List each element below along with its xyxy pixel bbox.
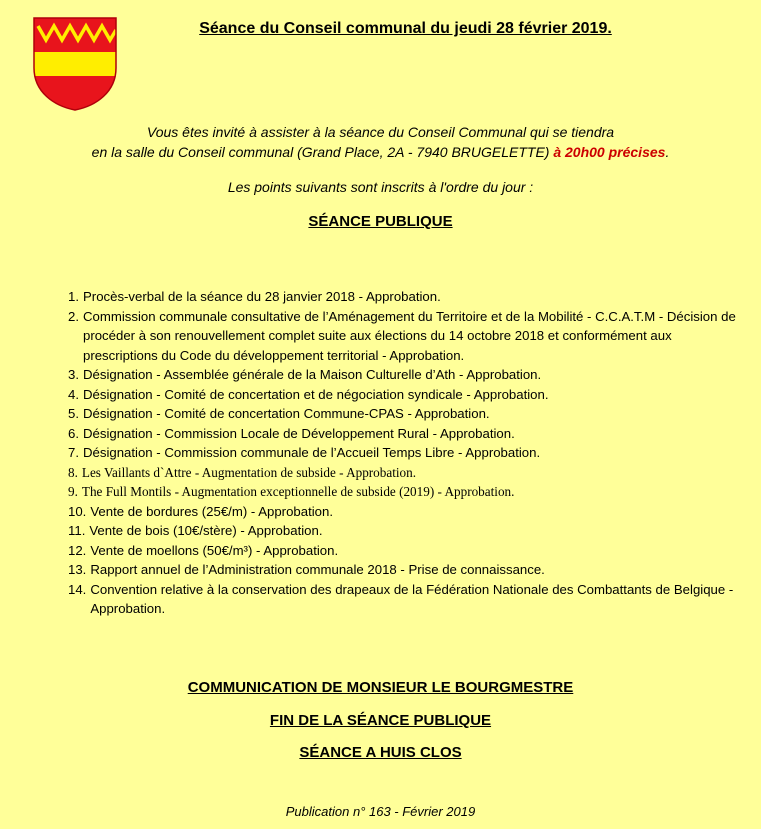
intro-invitation: Vous êtes invité à assister à la séance du Conseil Communal qui se tiendra — [146, 124, 615, 140]
agenda-item — [68, 502, 748, 522]
agenda-item-number: 5. — [68, 406, 79, 421]
closed-session-heading: SÉANCE A HUIS CLOS — [299, 744, 462, 761]
agenda-item — [68, 521, 748, 541]
agenda-item-text: Désignation - Comité de concertation Commune-CPAS - Approbation. — [83, 406, 490, 421]
agenda-item-number: 6. — [68, 425, 79, 441]
intro-location-end: . — [665, 144, 670, 160]
agenda-item — [68, 463, 748, 483]
agenda-item-number: 1. — [68, 289, 79, 304]
agenda-item-text: Les Vaillants d`Attre - Augmentation de subside - Approbation. — [81, 464, 417, 480]
agenda-item — [68, 443, 748, 463]
agenda-item-number: 2. — [68, 308, 79, 324]
agenda-item-number: 9. — [68, 484, 78, 499]
agenda-item — [68, 541, 748, 561]
agenda-item-number: 10. — [68, 503, 87, 519]
agenda-item-number: 12. — [68, 542, 87, 558]
agenda-item-text: Commission communale consultative de l’Aménagement du Territoire et de la Mobilité - C.C.A.T.M - Décision de procéder à son renouvellement complet suite aux élections du 14 octobre 2018 et conformément aux prescriptions du Code du développement territorial - Approbation. — [83, 308, 736, 363]
agenda-item-text: Procès-verbal de la séance du 28 janvier 2018 - Approbation. — [83, 289, 441, 304]
agenda-item — [68, 307, 748, 366]
agenda-item-text: Désignation - Commission communale de l’Accueil Temps Libre - Approbation. — [83, 445, 541, 460]
intro-location — [0, 142, 761, 162]
communication-heading: COMMUNICATION DE MONSIEUR LE BOURGMESTRE — [187, 679, 574, 696]
section-heading-public: SÉANCE PUBLIQUE — [308, 213, 453, 230]
agenda-item — [68, 365, 748, 385]
agenda-item-number: 11. — [68, 523, 86, 538]
agenda-item-number: 8. — [68, 464, 78, 480]
agenda-item-number: 3. — [68, 367, 79, 382]
meeting-time: à 20h00 précises — [549, 144, 666, 160]
agenda-item-text: Désignation - Comité de concertation et de négociation syndicale - Approbation. — [83, 386, 549, 402]
agenda-item — [68, 580, 748, 619]
agenda-intro: Les points suivants sont inscrits à l'ordre du jour : — [227, 179, 534, 195]
agenda-item — [68, 385, 748, 405]
agenda-item-text: Rapport annuel de l’Administration communale 2018 - Prise de connaissance. — [90, 562, 545, 577]
publication-footer: Publication n° 163 - Février 2019 — [285, 804, 476, 819]
agenda-item-text: Vente de bordures (25€/m) - Approbation. — [90, 503, 333, 519]
agenda-item-number: 7. — [68, 445, 79, 460]
agenda-item — [68, 404, 748, 424]
agenda-item-text: The Full Montils - Augmentation exceptionnelle de subside (2019) - Approbation. — [81, 484, 515, 499]
agenda-item-number: 14. — [68, 581, 87, 597]
agenda-item-text: Convention relative à la conservation des drapeaux de la Fédération Nationale des Combattants de Belgique - Approbation. — [90, 581, 734, 616]
end-public-session-heading: FIN DE LA SÉANCE PUBLIQUE — [269, 712, 492, 729]
agenda-item-text: Vente de moellons (50€/m³) - Approbation. — [90, 542, 339, 558]
intro-location-text: en la salle du Conseil communal (Grand Place, 2A - 7940 BRUGELETTE) — [91, 144, 550, 160]
agenda-item — [68, 424, 748, 444]
agenda-item — [68, 560, 748, 580]
agenda-item-number: 4. — [68, 386, 79, 402]
page-title: Séance du Conseil communal du jeudi 28 février 2019. — [199, 20, 612, 37]
agenda-item — [68, 287, 748, 307]
agenda-item — [68, 482, 748, 502]
agenda-item-text: Désignation - Commission Locale de Développement Rural - Approbation. — [83, 425, 515, 441]
agenda-item-number: 13. — [68, 562, 87, 577]
agenda-item-text: Vente de bois (10€/stère) - Approbation. — [89, 523, 323, 538]
agenda-item-text: Désignation - Assemblée générale de la Maison Culturelle d’Ath - Approbation. — [83, 367, 542, 382]
agenda-list — [68, 287, 748, 619]
